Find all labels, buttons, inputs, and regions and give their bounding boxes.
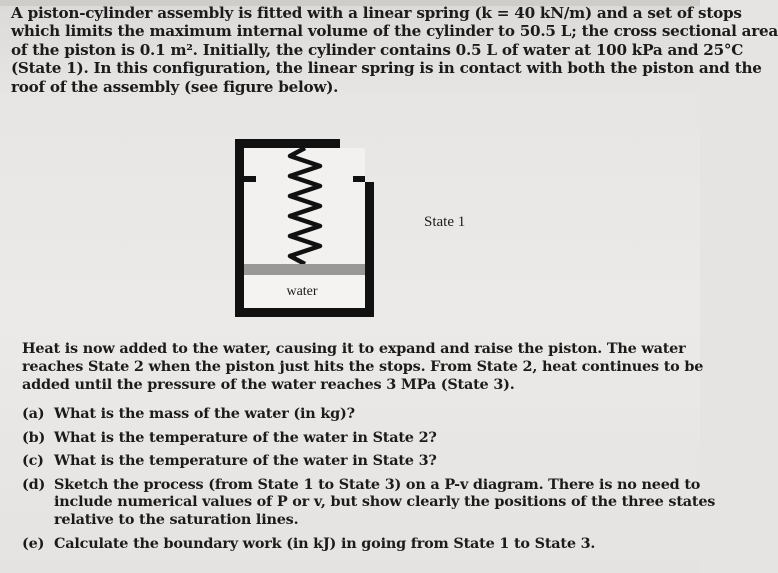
water-label: water xyxy=(286,284,318,299)
intro-line: of the piston is 0.1 m². Initially, the cylinder contains 0.5 L of water at 100 kPa and 25°C xyxy=(11,40,744,59)
process-line: added until the pressure of the water reaches 3 MPa (State 3). xyxy=(22,376,515,394)
question-text: What is the mass of the water (in kg)? xyxy=(54,405,355,422)
question-item xyxy=(22,405,692,423)
intro-line: which limits the maximum internal volume of the cylinder to 50.5 L; the cross sectional area xyxy=(11,22,778,41)
piston xyxy=(244,264,365,275)
intro-line: A piston-cylinder assembly is fitted with a linear spring (k = 40 kN/m) and a set of stops xyxy=(11,4,742,22)
question-label: (e) xyxy=(22,534,45,552)
question-label: (c) xyxy=(22,452,44,470)
question-text: include numerical values of P or v, but show clearly the positions of the three states xyxy=(54,493,716,511)
problem-intro-paragraph xyxy=(11,4,778,96)
left-stop xyxy=(244,176,256,182)
intro-line: (State 1). In this configuration, the linear spring is in contact with both the piston and the xyxy=(11,59,762,78)
piston-cylinder-figure xyxy=(230,134,380,320)
question-label: (a) xyxy=(22,405,45,422)
right-stop xyxy=(353,176,365,182)
question-item xyxy=(22,452,692,470)
question-text: Sketch the process (from State 1 to State 3) on a P-v diagram. There is no need to xyxy=(54,475,701,493)
state-1-label: State 1 xyxy=(424,214,466,230)
question-label: (d) xyxy=(22,475,46,493)
question-text: Calculate the boundary work (in kJ) in going from State 1 to State 3. xyxy=(54,534,596,552)
question-item xyxy=(22,475,716,529)
question-text: What is the temperature of the water in State 2? xyxy=(54,428,437,446)
process-line: reaches State 2 when the piston just hits the stops. From State 2, heat continues to be xyxy=(22,358,704,376)
question-item xyxy=(22,535,692,553)
question-label: (b) xyxy=(22,428,46,446)
question-list xyxy=(22,405,716,558)
question-text: relative to the saturation lines. xyxy=(54,510,299,528)
intro-line: roof of the assembly (see figure below). xyxy=(11,77,339,96)
question-item xyxy=(22,429,692,447)
process-paragraph xyxy=(22,340,704,395)
question-text: What is the temperature of the water in State 3? xyxy=(54,452,437,470)
process-line: Heat is now added to the water, causing it to expand and raise the piston. The water xyxy=(22,340,686,357)
